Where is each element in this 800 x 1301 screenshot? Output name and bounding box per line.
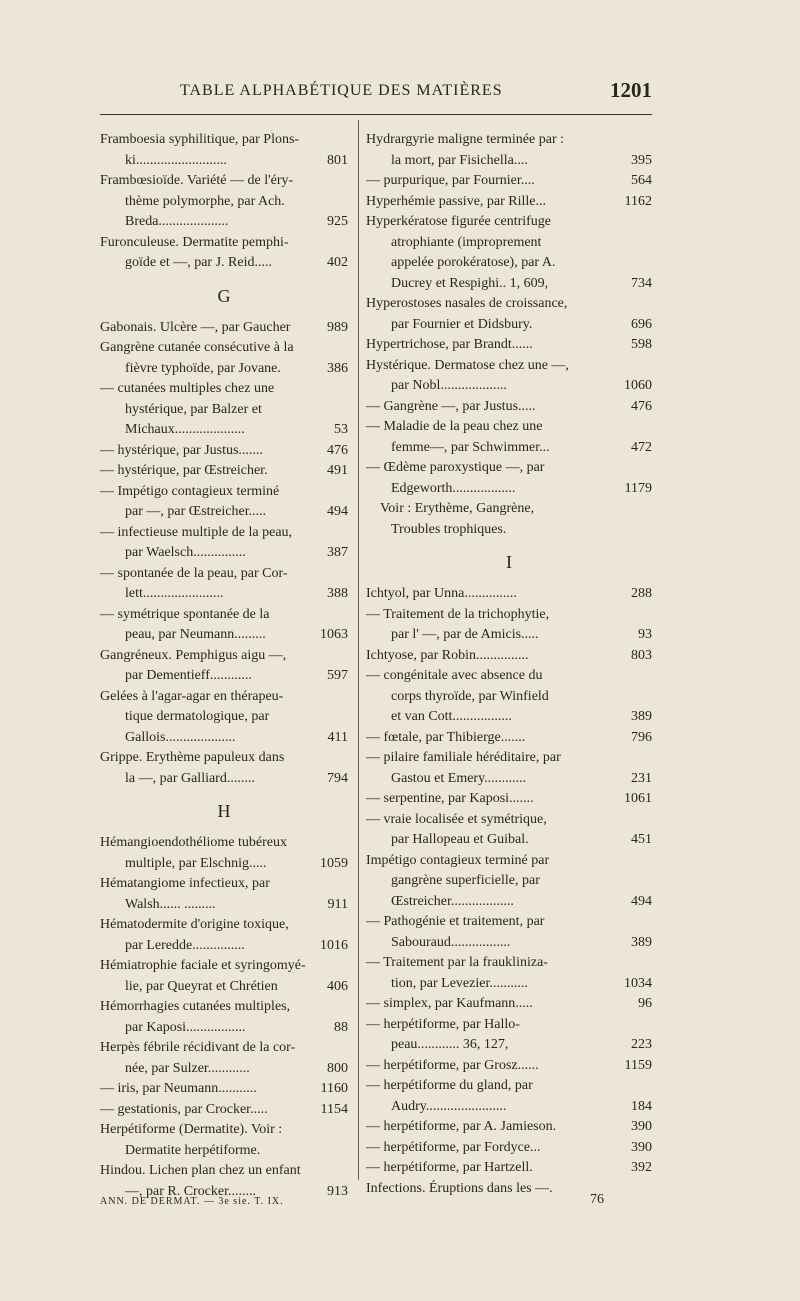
entry-text: Impétigo contagieux terminé par	[366, 852, 550, 868]
index-entry-line	[100, 400, 348, 421]
entry-page-ref: 1060	[624, 378, 652, 393]
entry-page-ref: 472	[631, 439, 652, 455]
entry-page-ref: 801	[327, 152, 348, 168]
entry-text: Hyperkératose figurée centrifuge	[366, 214, 552, 229]
entry-text: — hystérique, par Œstreicher.	[100, 463, 268, 478]
entry-text: fièvre typhoïde, par Jovane.	[125, 360, 281, 376]
index-entry-line	[100, 192, 348, 213]
entry-text: — Gangrène —, par Justus.....	[366, 398, 536, 414]
left-column	[100, 130, 348, 1202]
entry-page-ref: 925	[327, 214, 348, 229]
index-entry-line	[366, 748, 652, 769]
entry-text: Walsh...... .........	[125, 896, 216, 912]
index-entry-line	[366, 294, 652, 315]
entry-page-ref: 451	[631, 832, 652, 847]
entry-page-ref: 1160	[320, 1081, 348, 1096]
entry-page-ref: 288	[631, 586, 652, 601]
entry-text: — Pathogénie et traitement, par	[366, 914, 545, 929]
index-entry-line	[100, 687, 348, 708]
entry-text: — symétrique spontanée de la	[100, 606, 270, 622]
index-entry-line	[100, 1120, 348, 1141]
entry-page-ref: 1154	[320, 1101, 348, 1117]
section-letter: G	[217, 285, 231, 306]
entry-page-ref: 88	[334, 1019, 348, 1035]
entry-text: Gabonais. Ulcère —, par Gaucher	[100, 319, 291, 335]
entry-page-ref: 389	[631, 934, 652, 950]
index-entry-line	[100, 1018, 348, 1039]
index-entry-line	[100, 584, 348, 605]
index-entry-line	[366, 1117, 652, 1138]
entry-text: — herpétiforme, par Fordyce...	[366, 1139, 541, 1155]
entry-text: par Hallopeau et Guibal.	[391, 832, 529, 847]
entry-text: — Traitement de la trichophytie,	[366, 606, 550, 622]
entry-page-ref: 989	[327, 319, 348, 335]
index-entry-line	[366, 871, 652, 892]
entry-text: Infections. Éruptions dans les —.	[366, 1180, 553, 1196]
index-entry-line	[100, 977, 348, 998]
index-entry-line	[366, 974, 652, 995]
entry-page-ref: 231	[631, 770, 652, 786]
index-entry-line	[366, 707, 652, 728]
entry-text: — herpétiforme, par A. Jamieson.	[366, 1119, 557, 1134]
index-entry-line	[100, 151, 348, 172]
entry-text: Hémorrhagies cutanées multiples,	[100, 999, 291, 1014]
index-entry-line	[100, 359, 348, 380]
index-entry-line	[366, 1179, 652, 1200]
entry-page-ref: 1034	[624, 975, 652, 991]
index-entry-line	[366, 479, 652, 500]
index-entry-line	[366, 810, 652, 831]
index-entry-line	[100, 318, 348, 339]
index-entry-line	[100, 769, 348, 790]
entry-page-ref: 395	[631, 152, 652, 168]
entry-text: appelée porokératose), par A.	[391, 255, 556, 270]
index-entry-line	[366, 192, 652, 213]
index-entry-line	[100, 1059, 348, 1080]
entry-page-ref: 184	[631, 1098, 652, 1114]
entry-text: tion, par Levezier...........	[391, 975, 528, 991]
entry-page-ref: 598	[631, 337, 652, 352]
entry-text: — Maladie de la peau chez une	[366, 419, 543, 434]
index-entry-line	[366, 994, 652, 1015]
index-entry-line	[100, 212, 348, 233]
index-entry-line	[100, 915, 348, 936]
entry-text: Sabouraud.................	[391, 934, 511, 950]
entry-text: — Impétigo contagieux terminé	[100, 483, 280, 499]
entry-text: Hyperhémie passive, par Rille...	[366, 193, 547, 209]
entry-text: Œstreicher..................	[391, 893, 514, 909]
index-entry-line	[100, 666, 348, 687]
index-entry-line	[100, 338, 348, 359]
entry-text: — herpétiforme, par Hartzell.	[366, 1160, 533, 1175]
entry-text: atrophiante (improprement	[391, 234, 542, 250]
entry-page-ref: 390	[631, 1119, 652, 1134]
entry-text: — vraie localisée et symétrique,	[366, 811, 547, 827]
entry-text: Ducrey et Respighi.. 1, 609,	[391, 275, 549, 291]
index-entry-line	[100, 253, 348, 274]
entry-text: Gallois....................	[125, 729, 236, 745]
entry-text: la —, par Galliard........	[125, 770, 255, 786]
index-entry-line	[100, 233, 348, 254]
entry-text: Hémangioendothéliome tubéreux	[100, 835, 287, 850]
entry-text: Hypertrichose, par Brandt......	[366, 337, 533, 352]
entry-page-ref: 796	[631, 729, 652, 745]
entry-text: Gangréneux. Pemphigus aigu —,	[100, 647, 287, 663]
index-entry-line	[366, 1138, 652, 1159]
entry-text: peau, par Neumann.........	[125, 627, 266, 642]
index-entry-line	[366, 151, 652, 172]
entry-text: Dermatite herpétiforme.	[125, 1142, 261, 1158]
entry-text: — pilaire familiale héréditaire, par	[366, 750, 561, 765]
index-entry-line	[100, 874, 348, 895]
index-entry-line	[366, 851, 652, 872]
entry-page-ref: 1063	[320, 627, 348, 642]
entry-page-ref: 1179	[624, 480, 652, 496]
entry-text: femme—, par Schwimmer...	[391, 439, 550, 455]
entry-text: — congénitale avec absence du	[366, 668, 543, 683]
footer-journal: ANN. DE DERMAT. — 3e sie. T. IX.	[100, 1196, 284, 1207]
entry-text: par —, par Œstreicher.....	[125, 504, 267, 519]
index-entry-line	[100, 1161, 348, 1182]
entry-text: lie, par Queyrat et Chrétien	[125, 978, 278, 994]
index-entry-line	[100, 523, 348, 544]
entry-text: Hyperostoses nasales de croissance,	[366, 296, 568, 311]
index-entry-line	[366, 789, 652, 810]
entry-text: — hystérique, par Justus.......	[100, 442, 263, 458]
index-entry-line	[100, 748, 348, 769]
entry-text: thème polymorphe, par Ach.	[125, 193, 285, 209]
index-entry-line	[366, 912, 652, 933]
entry-text: ki..........................	[125, 152, 227, 168]
entry-text: — fœtale, par Thibierge.......	[366, 729, 526, 745]
entry-text: Hystérique. Dermatose chez une —,	[366, 357, 569, 373]
index-entry-line	[100, 502, 348, 523]
index-entry-line	[100, 1141, 348, 1162]
entry-page-ref: 387	[327, 545, 348, 560]
entry-page-ref: 597	[327, 668, 348, 683]
entry-text: Ichtyol, par Unna...............	[366, 586, 517, 601]
entry-text: Ichtyose, par Robin...............	[366, 647, 529, 663]
entry-text: née, par Sulzer............	[125, 1060, 250, 1076]
entry-page-ref: 1162	[624, 193, 652, 209]
entry-text: corps thyroïde, par Winfield	[391, 688, 549, 704]
index-entry-line	[100, 707, 348, 728]
entry-page-ref: 1061	[624, 791, 652, 806]
index-entry-line	[100, 833, 348, 854]
index-entry-line	[366, 274, 652, 295]
entry-page-ref: 911	[327, 896, 348, 912]
index-entry-line	[366, 130, 652, 151]
entry-page-ref: 1159	[624, 1057, 652, 1073]
entry-text: Hindou. Lichen plan chez un enfant	[100, 1163, 301, 1178]
index-entry-line	[100, 997, 348, 1018]
entry-text: hystérique, par Balzer et	[125, 401, 262, 417]
entry-page-ref: 564	[631, 173, 652, 188]
entry-text: multiple, par Elschnig.....	[125, 855, 267, 871]
entry-page-ref: 390	[631, 1139, 652, 1155]
entry-text: — spontanée de la peau, par Cor-	[100, 565, 288, 581]
entry-page-ref: 494	[327, 504, 348, 519]
entry-text: et van Cott.................	[391, 709, 512, 724]
index-entry-line	[100, 625, 348, 646]
entry-page-ref: 491	[327, 463, 348, 478]
index-entry-line	[100, 130, 348, 151]
index-entry-line	[366, 417, 652, 438]
section-letter: I	[506, 552, 512, 572]
entry-text: Gangrène cutanée consécutive à la	[100, 340, 294, 355]
index-entry-line	[366, 212, 652, 233]
entry-page-ref: 913	[327, 1183, 348, 1199]
index-entry-line	[366, 666, 652, 687]
index-entry-line	[100, 1038, 348, 1059]
index-entry-line	[100, 171, 348, 192]
index-entry-line	[100, 936, 348, 957]
index-entry-line	[100, 854, 348, 875]
entry-text: Michaux....................	[125, 422, 245, 437]
entry-page-ref: 53	[334, 422, 348, 437]
index-entry-line	[100, 543, 348, 564]
entry-text: peau............ 36, 127,	[391, 1037, 509, 1052]
index-entry-line	[366, 438, 652, 459]
entry-text: tique dermatologique, par	[125, 709, 270, 724]
entry-page-ref: 386	[327, 360, 348, 376]
entry-page-ref: 734	[631, 275, 652, 291]
index-entry-line	[366, 1076, 652, 1097]
page-number: 1201	[610, 78, 652, 102]
entry-text: Edgeworth..................	[391, 480, 516, 496]
entry-text: —, par R. Crocker........	[125, 1183, 257, 1199]
index-entry-line	[366, 687, 652, 708]
entry-text: Hydrargyrie maligne terminée par :	[366, 132, 564, 147]
entry-text: Audry.......................	[391, 1098, 507, 1114]
entry-page-ref: 223	[631, 1037, 652, 1052]
entry-page-ref: 696	[631, 316, 652, 332]
index-entry-line	[366, 171, 652, 192]
index-entry-line	[100, 564, 348, 585]
entry-text: Herpétiforme (Dermatite). Voir :	[100, 1122, 283, 1137]
entry-text: Hématodermite d'origine toxique,	[100, 917, 289, 932]
entry-text: par Leredde...............	[125, 937, 245, 953]
index-entry-line	[366, 646, 652, 667]
page-title: TABLE ALPHABÉTIQUE DES MATIÈRES	[180, 82, 503, 99]
entry-page-ref: 476	[327, 442, 348, 458]
index-entry-line	[366, 769, 652, 790]
entry-text: — infectieuse multiple de la peau,	[100, 524, 293, 540]
entry-page-ref: 406	[327, 978, 348, 994]
index-entry-line	[100, 646, 348, 667]
index-entry-line	[100, 1079, 348, 1100]
entry-text: par Kaposi.................	[125, 1019, 246, 1035]
index-entry-line	[366, 335, 652, 356]
entry-page-ref: 96	[638, 996, 652, 1011]
index-entry-line	[366, 605, 652, 626]
index-entry-line	[366, 253, 652, 274]
index-entry-line	[100, 728, 348, 749]
right-column	[366, 130, 652, 1199]
index-entry-line	[100, 379, 348, 400]
entry-text: Voir : Erythème, Gangrène,	[380, 501, 535, 516]
index-entry-line	[366, 1097, 652, 1118]
index-entry-line	[366, 1035, 652, 1056]
entry-text: — purpurique, par Fournier....	[366, 173, 535, 188]
entry-text: Gelées à l'agar-agar en thérapeu-	[100, 688, 284, 704]
index-entry-line	[366, 728, 652, 749]
index-entry-line	[100, 956, 348, 977]
entry-text: — iris, par Neumann...........	[100, 1081, 257, 1096]
entry-text: — herpétiforme, par Grosz......	[366, 1057, 539, 1073]
index-entry-line	[366, 397, 652, 418]
entry-text: Troubles trophiques.	[391, 521, 507, 537]
entry-text: Gastou et Emery............	[391, 770, 527, 786]
index-entry-line	[100, 420, 348, 441]
entry-text: par l' —, par de Amicis.....	[391, 627, 539, 642]
entry-text: — Traitement par la fraukliniza-	[366, 955, 548, 970]
entry-text: par Waelsch...............	[125, 545, 246, 560]
index-entry-line	[366, 1158, 652, 1179]
entry-text: — simplex, par Kaufmann.....	[366, 996, 533, 1011]
entry-text: — cutanées multiples chez une	[100, 381, 275, 396]
entry-text: par Nobl...................	[391, 378, 507, 393]
entry-page-ref: 794	[327, 770, 348, 786]
index-entry-line	[100, 895, 348, 916]
entry-text: — herpétiforme, par Hallo-	[366, 1016, 520, 1032]
entry-page-ref: 476	[631, 398, 652, 414]
footer-signature: 76	[590, 1192, 604, 1207]
entry-text: Frambœsioïde. Variété — de l'éry-	[100, 173, 294, 188]
index-entry-line	[366, 520, 652, 541]
entry-text: Hématangiome infectieux, par	[100, 876, 270, 891]
entry-page-ref: 803	[631, 647, 652, 663]
entry-page-ref: 800	[327, 1060, 348, 1076]
index-entry-line	[366, 584, 652, 605]
entry-text: Hémiatrophie faciale et syringomyé-	[100, 958, 306, 973]
header-rule	[100, 114, 652, 115]
entry-page-ref: 392	[631, 1160, 652, 1175]
section-letter: H	[217, 801, 231, 821]
entry-page-ref: 402	[327, 255, 348, 270]
entry-page-ref: 494	[631, 893, 652, 909]
index-entry-line	[366, 499, 652, 520]
index-entry-line	[366, 315, 652, 336]
index-entry-line	[366, 1056, 652, 1077]
entry-text: goïde et —, par J. Reid.....	[125, 255, 272, 270]
index-entry-line	[100, 1100, 348, 1121]
entry-page-ref: 1059	[320, 855, 348, 871]
index-entry-line	[366, 953, 652, 974]
index-entry-line	[100, 605, 348, 626]
index-entry-line	[366, 376, 652, 397]
index-entry-line	[366, 356, 652, 377]
entry-text: — gestationis, par Crocker.....	[100, 1101, 268, 1117]
entry-text: Herpès fébrile récidivant de la cor-	[100, 1040, 296, 1055]
entry-text: par Dementieff............	[125, 668, 252, 683]
index-entry-line	[100, 441, 348, 462]
entry-text: Framboesia syphilitique, par Plons-	[100, 132, 300, 147]
index-entry-line	[366, 458, 652, 479]
entry-page-ref: 1016	[320, 937, 348, 953]
entry-text: — Œdème paroxystique —, par	[366, 460, 545, 475]
index-entry-line	[366, 892, 652, 913]
entry-text: lett.......................	[125, 586, 224, 601]
entry-page-ref: 388	[327, 586, 348, 601]
entry-text: — serpentine, par Kaposi.......	[366, 791, 534, 806]
index-entry-line	[366, 233, 652, 254]
entry-text: — herpétiforme du gland, par	[366, 1078, 533, 1093]
entry-text: la mort, par Fisichella....	[391, 152, 528, 168]
entry-page-ref: 389	[631, 709, 652, 724]
entry-text: gangrène superficielle, par	[391, 873, 540, 888]
entry-page-ref: 411	[327, 729, 348, 745]
entry-text: Grippe. Erythème papuleux dans	[100, 750, 285, 765]
entry-page-ref: 93	[638, 627, 652, 642]
index-entry-line	[100, 461, 348, 482]
entry-text: par Fournier et Didsbury.	[391, 316, 533, 332]
index-entry-line	[366, 625, 652, 646]
index-entry-line	[366, 933, 652, 954]
index-entry-line	[366, 1015, 652, 1036]
entry-text: Furonculeuse. Dermatite pemphi-	[100, 234, 289, 250]
index-entry-line	[100, 482, 348, 503]
index-entry-line	[366, 830, 652, 851]
entry-text: Breda....................	[125, 214, 229, 229]
page-header	[100, 78, 652, 104]
column-divider	[358, 120, 359, 1180]
